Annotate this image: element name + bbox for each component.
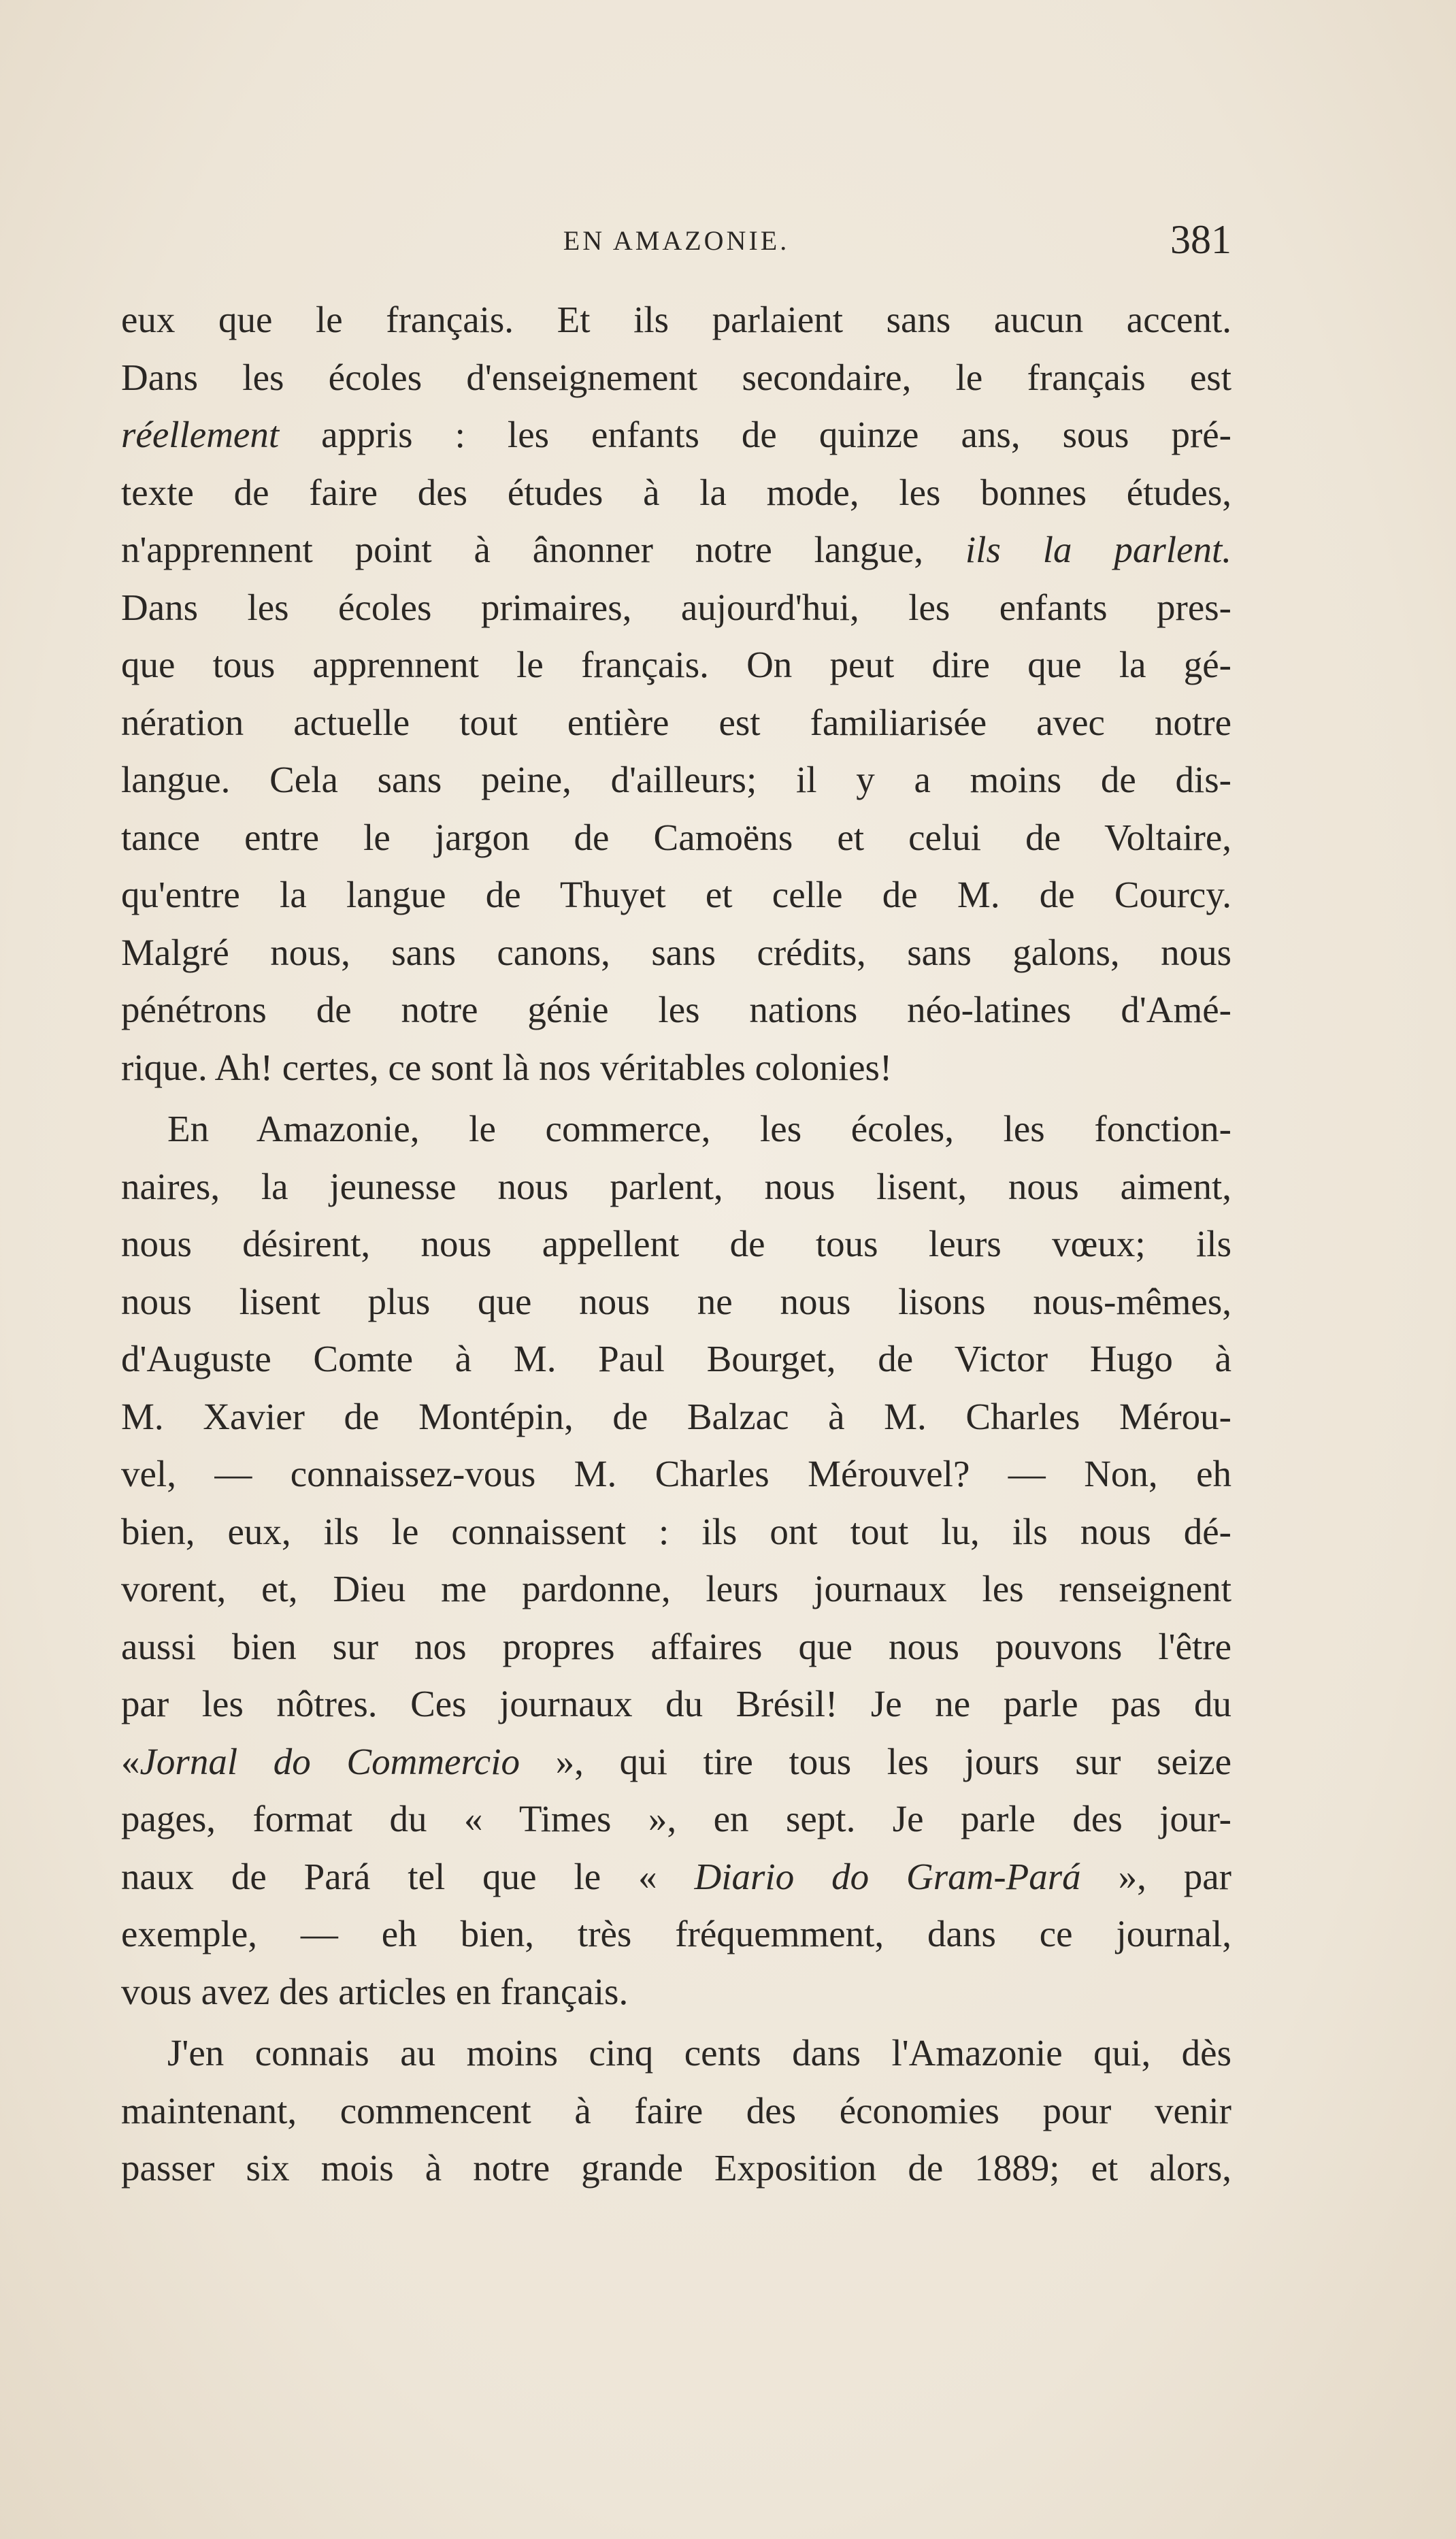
text-line: exemple, — eh bien, très fréquemment, dans ce journal, (121, 1913, 1231, 1954)
text-line: tance entre le jargon de Camoëns et celui de Voltaire, (121, 816, 1231, 858)
body-text (121, 291, 1231, 2197)
text-line: nération actuelle tout entière est familiarisée avec notre (121, 701, 1231, 743)
paragraph-1 (121, 291, 1231, 1096)
text-line: J'en connais au moins cinq cents dans l'Amazonie qui, dès (167, 2032, 1231, 2074)
text-line: que tous apprennent le français. On peut dire que la gé- (121, 644, 1231, 685)
text-line: En Amazonie, le commerce, les écoles, les fonction- (167, 1108, 1231, 1149)
page-header (121, 216, 1231, 271)
page-number: 381 (1170, 217, 1231, 262)
text-line: pénétrons de notre génie les nations néo-latines d'Amé- (121, 989, 1231, 1030)
text-line: eux que le français. Et ils parlaient sans aucun accent. (121, 299, 1231, 340)
paragraph-3 (121, 2025, 1231, 2197)
text-line: Dans les écoles d'enseignement secondaire, le français est (121, 356, 1231, 398)
text-line: langue. Cela sans peine, d'ailleurs; il y a moins de dis- (121, 759, 1231, 800)
text-line: texte de faire des études à la mode, les bonnes études, (121, 471, 1231, 513)
text-line: vel, — connaissez-vous M. Charles Mérouvel? — Non, eh (121, 1453, 1231, 1494)
text-line: aussi bien sur nos propres affaires que nous pouvons l'être (121, 1625, 1231, 1667)
running-head: EN AMAZONIE. (563, 225, 790, 256)
text-line: qu'entre la langue de Thuyet et celle de M. de Courcy. (121, 874, 1231, 915)
paragraph-2 (121, 1100, 1231, 2020)
text-line: naux de Pará tel que le « Diario do Gram-Pará », par (121, 1855, 1231, 1897)
text-line: Dans les écoles primaires, aujourd'hui, les enfants pres- (121, 586, 1231, 628)
text-line: «Jornal do Commercio », qui tire tous les jours sur seize (121, 1740, 1231, 1782)
text-line: nous désirent, nous appellent de tous leurs vœux; ils (121, 1223, 1231, 1264)
text-line: naires, la jeunesse nous parlent, nous lisent, nous aiment, (121, 1165, 1231, 1207)
text-line: vorent, et, Dieu me pardonne, leurs journaux les renseignent (121, 1568, 1231, 1609)
text-line: rique. Ah! certes, ce sont là nos véritables colonies! (121, 1046, 893, 1088)
text-line: d'Auguste Comte à M. Paul Bourget, de Victor Hugo à (121, 1338, 1231, 1379)
text-line: par les nôtres. Ces journaux du Brésil! Je ne parle pas du (121, 1683, 1231, 1724)
text-line: Malgré nous, sans canons, sans crédits, sans galons, nous (121, 931, 1231, 973)
text-line: M. Xavier de Montépin, de Balzac à M. Charles Mérou- (121, 1395, 1231, 1437)
text-line: nous lisent plus que nous ne nous lisons nous-mêmes, (121, 1280, 1231, 1322)
text-line: réellement appris : les enfants de quinze ans, sous pré- (121, 414, 1231, 455)
text-line: pages, format du « Times », en sept. Je parle des jour- (121, 1798, 1231, 1839)
text-line: n'apprennent point à ânonner notre langue, ils la parlent. (121, 529, 1231, 570)
text-line: vous avez des articles en français. (121, 1970, 629, 2012)
text-line: bien, eux, ils le connaissent : ils ont tout lu, ils nous dé- (121, 1510, 1231, 1552)
text-line: passer six mois à notre grande Exposition de 1889; et alors, (121, 2147, 1231, 2189)
text-line: maintenant, commencent à faire des économies pour venir (121, 2089, 1231, 2131)
